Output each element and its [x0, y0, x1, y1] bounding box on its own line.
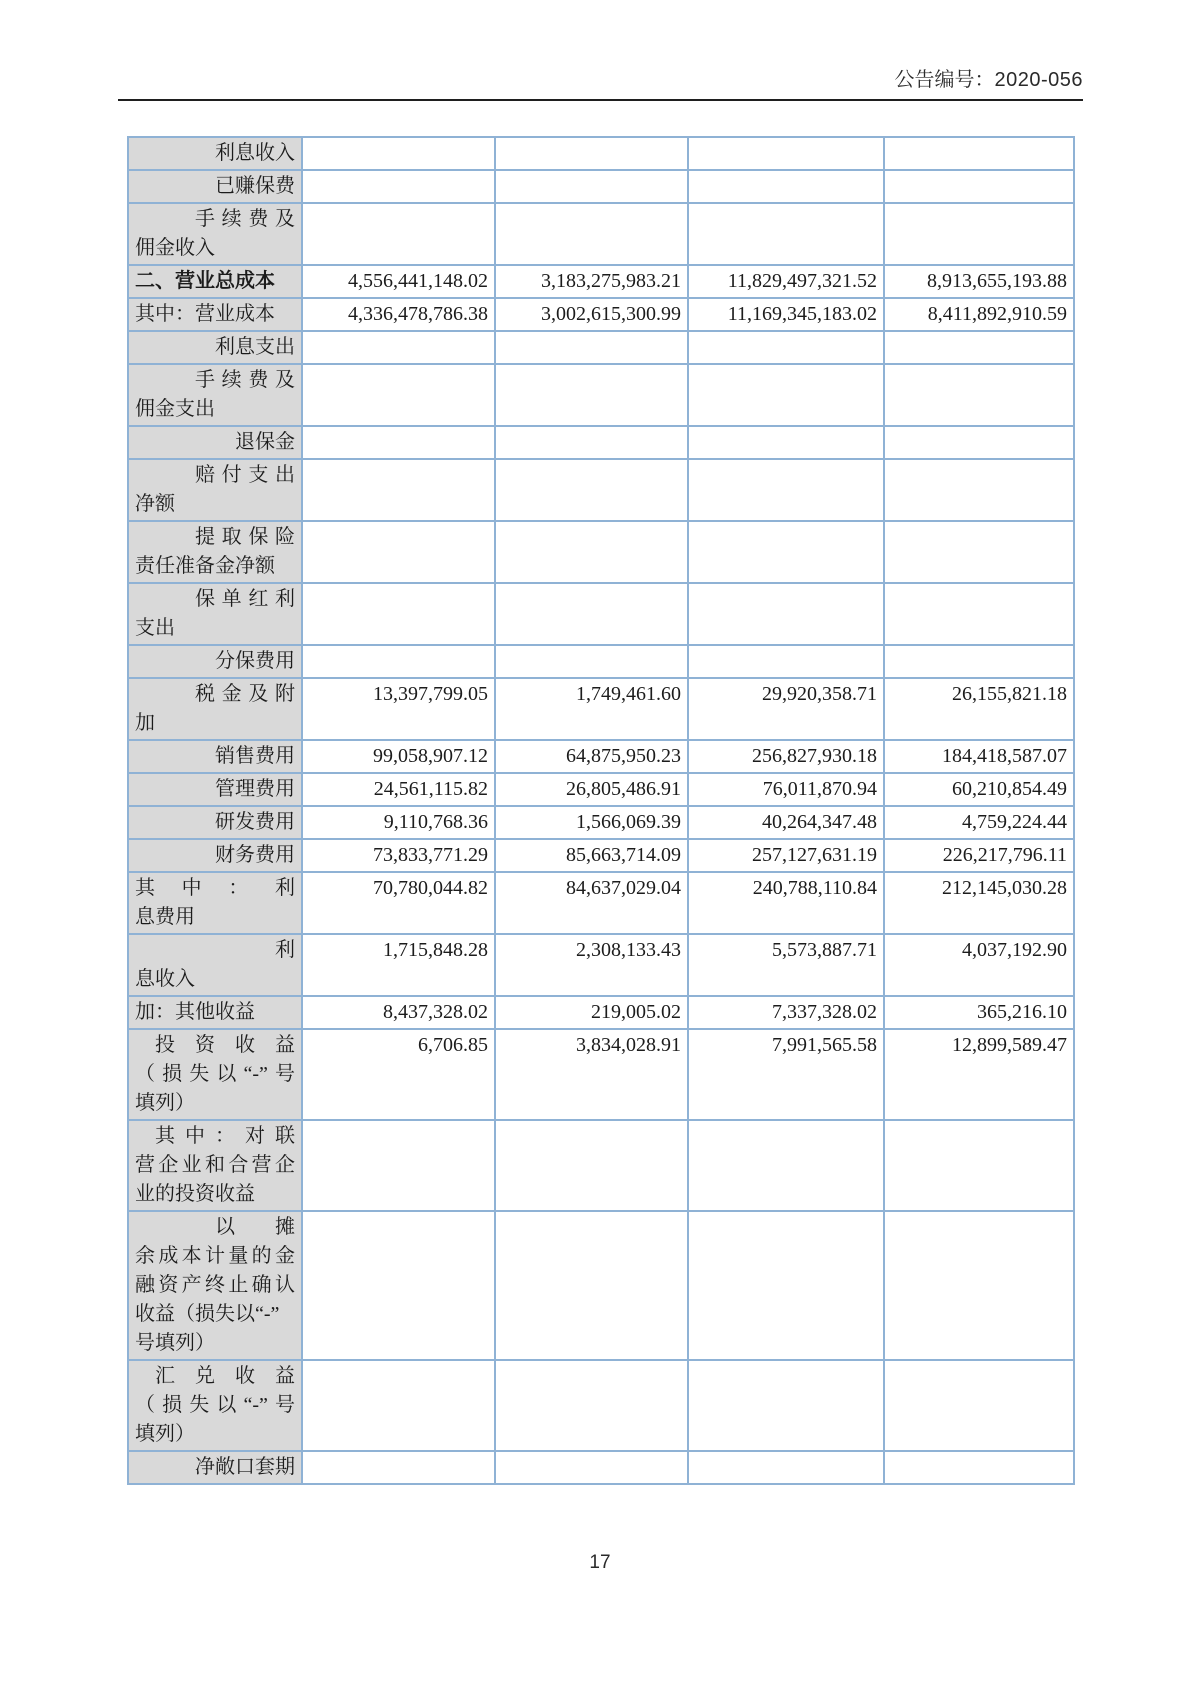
value-cell: 8,411,892,910.59 — [884, 298, 1074, 331]
value-cell: 9,110,768.36 — [302, 806, 495, 839]
value-cell — [884, 1451, 1074, 1484]
value-cell — [688, 1360, 884, 1451]
value-cell — [302, 521, 495, 583]
value-cell — [884, 1360, 1074, 1451]
row-label-line: 研发费用 — [215, 811, 295, 833]
row-label-line: 赔付支出 — [195, 464, 295, 486]
row-label-cell — [128, 265, 302, 298]
value-cell — [495, 1451, 688, 1484]
table-row — [128, 839, 1074, 872]
value-cell — [495, 170, 688, 203]
value-cell — [495, 364, 688, 426]
announcement-number-value: 2020-056 — [994, 69, 1083, 91]
value-cell — [495, 1120, 688, 1211]
row-label-line: 财务费用 — [215, 844, 295, 866]
value-cell — [495, 1360, 688, 1451]
value-cell: 212,145,030.28 — [884, 872, 1074, 934]
row-label-line: 余成本计量的金 — [135, 1245, 295, 1267]
value-cell — [884, 364, 1074, 426]
value-cell: 4,336,478,786.38 — [302, 298, 495, 331]
value-cell — [302, 1211, 495, 1360]
table-row — [128, 934, 1074, 996]
value-cell — [302, 583, 495, 645]
row-label-line: （损失以“-”号 — [135, 1394, 295, 1416]
value-cell — [302, 170, 495, 203]
row-label-cell — [128, 773, 302, 806]
value-cell: 226,217,796.11 — [884, 839, 1074, 872]
row-label-line: 投资收益 — [155, 1034, 295, 1056]
value-cell: 99,058,907.12 — [302, 740, 495, 773]
value-cell: 8,437,328.02 — [302, 996, 495, 1029]
value-cell — [302, 1360, 495, 1451]
row-label-cell — [128, 872, 302, 934]
table-row — [128, 996, 1074, 1029]
value-cell: 4,759,224.44 — [884, 806, 1074, 839]
value-cell — [302, 459, 495, 521]
row-label-cell — [128, 170, 302, 203]
value-cell: 40,264,347.48 — [688, 806, 884, 839]
table-row — [128, 265, 1074, 298]
row-label-line: 融资产终止确认 — [135, 1274, 295, 1296]
table-row — [128, 364, 1074, 426]
value-cell: 1,749,461.60 — [495, 678, 688, 740]
row-label-cell — [128, 583, 302, 645]
value-cell — [302, 364, 495, 426]
value-cell — [688, 459, 884, 521]
value-cell — [884, 203, 1074, 265]
row-label-line: 加：其他收益 — [135, 1001, 255, 1023]
value-cell — [688, 426, 884, 459]
row-label-cell — [128, 1360, 302, 1451]
value-cell — [884, 459, 1074, 521]
value-cell — [495, 1211, 688, 1360]
financial-statement-table — [127, 136, 1075, 1485]
value-cell: 13,397,799.05 — [302, 678, 495, 740]
value-cell: 257,127,631.19 — [688, 839, 884, 872]
value-cell: 1,715,848.28 — [302, 934, 495, 996]
value-cell — [688, 1451, 884, 1484]
value-cell — [495, 137, 688, 170]
row-label-line: 加 — [135, 712, 155, 734]
value-cell: 8,913,655,193.88 — [884, 265, 1074, 298]
value-cell: 240,788,110.84 — [688, 872, 884, 934]
table-row — [128, 137, 1074, 170]
value-cell — [884, 170, 1074, 203]
table-row — [128, 740, 1074, 773]
value-cell: 2,308,133.43 — [495, 934, 688, 996]
value-cell: 4,556,441,148.02 — [302, 265, 495, 298]
row-label-line: 责任准备金净额 — [135, 555, 275, 577]
row-label-line: 销售费用 — [215, 745, 295, 767]
value-cell: 3,002,615,300.99 — [495, 298, 688, 331]
value-cell: 184,418,587.07 — [884, 740, 1074, 773]
row-label-cell — [128, 839, 302, 872]
row-label-line: 退保金 — [235, 431, 295, 453]
row-label-line: 填列） — [135, 1423, 195, 1445]
table-row — [128, 203, 1074, 265]
row-label-line: （损失以“-”号 — [135, 1063, 295, 1085]
value-cell — [688, 1120, 884, 1211]
row-label-line: 保单红利 — [195, 588, 295, 610]
value-cell — [495, 426, 688, 459]
row-label-cell — [128, 364, 302, 426]
row-label-line: 号填列） — [135, 1332, 215, 1354]
table-row — [128, 806, 1074, 839]
row-label-line: 其中：利 — [135, 877, 295, 899]
value-cell — [688, 170, 884, 203]
table-row — [128, 678, 1074, 740]
value-cell — [495, 203, 688, 265]
row-label-line: 支出 — [135, 617, 175, 639]
row-label-cell — [128, 806, 302, 839]
value-cell — [688, 1211, 884, 1360]
row-label-line: 提取保险 — [195, 526, 295, 548]
value-cell — [688, 645, 884, 678]
value-cell — [884, 137, 1074, 170]
value-cell: 219,005.02 — [495, 996, 688, 1029]
announcement-number-label: 公告编号： — [894, 69, 995, 91]
row-label-line: 息费用 — [135, 906, 195, 928]
value-cell — [688, 583, 884, 645]
row-label-cell — [128, 459, 302, 521]
row-label-line: 净敞口套期 — [195, 1456, 295, 1478]
row-label-line: 二、营业总成本 — [135, 270, 275, 292]
value-cell: 7,991,565.58 — [688, 1029, 884, 1120]
row-label-line: 手续费及 — [195, 208, 295, 230]
value-cell — [302, 203, 495, 265]
value-cell: 11,169,345,183.02 — [688, 298, 884, 331]
row-label-line: 填列） — [135, 1092, 195, 1114]
value-cell: 60,210,854.49 — [884, 773, 1074, 806]
row-label-line: 管理费用 — [215, 778, 295, 800]
value-cell: 6,706.85 — [302, 1029, 495, 1120]
row-label-line: 息收入 — [135, 968, 195, 990]
value-cell: 70,780,044.82 — [302, 872, 495, 934]
table-row — [128, 170, 1074, 203]
value-cell — [495, 521, 688, 583]
value-cell: 76,011,870.94 — [688, 773, 884, 806]
value-cell: 7,337,328.02 — [688, 996, 884, 1029]
table-row — [128, 331, 1074, 364]
row-label-cell — [128, 740, 302, 773]
row-label-cell — [128, 645, 302, 678]
table-row — [128, 583, 1074, 645]
value-cell — [884, 521, 1074, 583]
value-cell — [688, 137, 884, 170]
table-row — [128, 426, 1074, 459]
table-row — [128, 459, 1074, 521]
row-label-line: 其中：营业成本 — [135, 303, 275, 325]
row-label-line: 税金及附 — [195, 683, 295, 705]
row-label-line: 营企业和合营企 — [135, 1154, 295, 1176]
row-label-cell — [128, 426, 302, 459]
value-cell: 1,566,069.39 — [495, 806, 688, 839]
value-cell — [884, 1120, 1074, 1211]
table-row — [128, 872, 1074, 934]
row-label-line: 手续费及 — [195, 369, 295, 391]
value-cell: 84,637,029.04 — [495, 872, 688, 934]
value-cell: 26,155,821.18 — [884, 678, 1074, 740]
value-cell — [302, 1120, 495, 1211]
row-label-line: 利 — [275, 939, 295, 961]
value-cell — [688, 521, 884, 583]
value-cell: 4,037,192.90 — [884, 934, 1074, 996]
value-cell — [688, 364, 884, 426]
table-row — [128, 521, 1074, 583]
value-cell: 26,805,486.91 — [495, 773, 688, 806]
row-label-line: 汇兑收益 — [155, 1365, 295, 1387]
value-cell: 11,829,497,321.52 — [688, 265, 884, 298]
table-row — [128, 298, 1074, 331]
value-cell: 29,920,358.71 — [688, 678, 884, 740]
value-cell: 73,833,771.29 — [302, 839, 495, 872]
row-label-cell — [128, 996, 302, 1029]
row-label-line: 收益（损失以“-” — [135, 1303, 280, 1325]
row-label-cell — [128, 298, 302, 331]
row-label-cell — [128, 1120, 302, 1211]
table-row — [128, 1029, 1074, 1120]
table-row — [128, 1120, 1074, 1211]
value-cell: 24,561,115.82 — [302, 773, 495, 806]
value-cell: 3,834,028.91 — [495, 1029, 688, 1120]
value-cell — [688, 203, 884, 265]
row-label-cell — [128, 137, 302, 170]
value-cell — [302, 426, 495, 459]
row-label-line: 以摊 — [215, 1216, 295, 1238]
value-cell — [302, 645, 495, 678]
value-cell — [884, 331, 1074, 364]
value-cell — [884, 645, 1074, 678]
value-cell — [302, 1451, 495, 1484]
row-label-line: 净额 — [135, 493, 175, 515]
row-label-cell — [128, 678, 302, 740]
row-label-line: 其中：对联 — [155, 1125, 295, 1147]
row-label-line: 已赚保费 — [215, 175, 295, 197]
value-cell — [884, 583, 1074, 645]
value-cell: 5,573,887.71 — [688, 934, 884, 996]
row-label-line: 利息收入 — [215, 142, 295, 164]
value-cell — [495, 583, 688, 645]
row-label-line: 业的投资收益 — [135, 1183, 255, 1205]
value-cell — [302, 137, 495, 170]
row-label-cell — [128, 203, 302, 265]
row-label-cell — [128, 521, 302, 583]
row-label-line: 利息支出 — [215, 336, 295, 358]
value-cell: 64,875,950.23 — [495, 740, 688, 773]
table-row — [128, 773, 1074, 806]
value-cell — [884, 1211, 1074, 1360]
announcement-number — [118, 66, 1083, 101]
value-cell — [495, 645, 688, 678]
value-cell — [688, 331, 884, 364]
row-label-cell — [128, 1029, 302, 1120]
value-cell: 85,663,714.09 — [495, 839, 688, 872]
value-cell — [495, 331, 688, 364]
value-cell: 3,183,275,983.21 — [495, 265, 688, 298]
page-number: 17 — [589, 1552, 611, 1573]
value-cell — [302, 331, 495, 364]
row-label-cell — [128, 934, 302, 996]
row-label-line: 佣金收入 — [135, 237, 215, 259]
value-cell: 365,216.10 — [884, 996, 1074, 1029]
value-cell — [884, 426, 1074, 459]
row-label-cell — [128, 331, 302, 364]
row-label-line: 分保费用 — [215, 650, 295, 672]
value-cell — [495, 459, 688, 521]
row-label-cell — [128, 1211, 302, 1360]
table-row — [128, 645, 1074, 678]
value-cell: 256,827,930.18 — [688, 740, 884, 773]
value-cell: 12,899,589.47 — [884, 1029, 1074, 1120]
row-label-line: 佣金支出 — [135, 398, 215, 420]
row-label-cell — [128, 1451, 302, 1484]
table-row — [128, 1211, 1074, 1360]
table-row — [128, 1360, 1074, 1451]
table-row — [128, 1451, 1074, 1484]
